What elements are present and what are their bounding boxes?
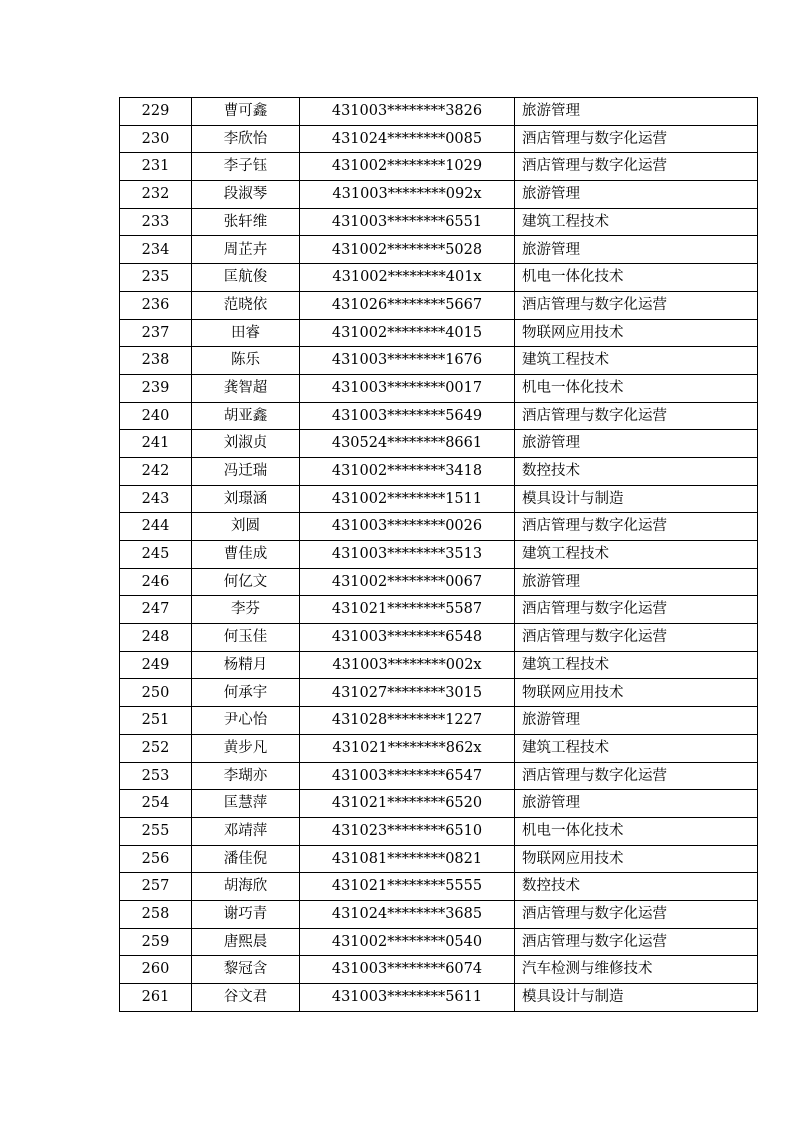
major-cell: 旅游管理 (515, 790, 758, 818)
major-cell: 建筑工程技术 (515, 734, 758, 762)
row-number-cell: 258 (120, 900, 192, 928)
id-number-cell: 431003********0017 (300, 374, 515, 402)
student-name-cell: 胡海欣 (192, 873, 300, 901)
student-name-cell: 胡亚鑫 (192, 402, 300, 430)
row-number-cell: 234 (120, 236, 192, 264)
student-name-cell: 杨精月 (192, 651, 300, 679)
table-row (120, 374, 758, 402)
row-number-cell: 242 (120, 457, 192, 485)
student-name-cell: 李芬 (192, 596, 300, 624)
row-number-cell: 261 (120, 984, 192, 1012)
table-row (120, 125, 758, 153)
table-row (120, 430, 758, 458)
major-cell: 酒店管理与数字化运营 (515, 900, 758, 928)
row-number-cell: 240 (120, 402, 192, 430)
row-number-cell: 247 (120, 596, 192, 624)
major-cell: 机电一体化技术 (515, 374, 758, 402)
student-name-cell: 唐熙晨 (192, 928, 300, 956)
student-name-cell: 曹可鑫 (192, 98, 300, 126)
row-number-cell: 251 (120, 707, 192, 735)
table-row (120, 762, 758, 790)
id-number-cell: 431026********5667 (300, 291, 515, 319)
major-cell: 物联网应用技术 (515, 319, 758, 347)
row-number-cell: 231 (120, 153, 192, 181)
student-name-cell: 邓靖萍 (192, 817, 300, 845)
id-number-cell: 431024********3685 (300, 900, 515, 928)
table-row (120, 845, 758, 873)
row-number-cell: 254 (120, 790, 192, 818)
row-number-cell: 260 (120, 956, 192, 984)
major-cell: 机电一体化技术 (515, 264, 758, 292)
row-number-cell: 250 (120, 679, 192, 707)
major-cell: 建筑工程技术 (515, 347, 758, 375)
major-cell: 酒店管理与数字化运营 (515, 153, 758, 181)
id-number-cell: 431003********6551 (300, 208, 515, 236)
major-cell: 数控技术 (515, 457, 758, 485)
table-row (120, 624, 758, 652)
table-row (120, 707, 758, 735)
id-number-cell: 431002********1511 (300, 485, 515, 513)
student-name-cell: 段淑琴 (192, 181, 300, 209)
table-row (120, 984, 758, 1012)
row-number-cell: 232 (120, 181, 192, 209)
major-cell: 旅游管理 (515, 430, 758, 458)
major-cell: 酒店管理与数字化运营 (515, 513, 758, 541)
row-number-cell: 237 (120, 319, 192, 347)
table-row (120, 817, 758, 845)
table-row (120, 900, 758, 928)
major-cell: 酒店管理与数字化运营 (515, 762, 758, 790)
table-row (120, 679, 758, 707)
major-cell: 模具设计与制造 (515, 984, 758, 1012)
table-row (120, 319, 758, 347)
major-cell: 旅游管理 (515, 181, 758, 209)
row-number-cell: 239 (120, 374, 192, 402)
major-cell: 旅游管理 (515, 568, 758, 596)
major-cell: 旅游管理 (515, 707, 758, 735)
row-number-cell: 244 (120, 513, 192, 541)
id-number-cell: 431003********6547 (300, 762, 515, 790)
student-name-cell: 周芷卉 (192, 236, 300, 264)
major-cell: 旅游管理 (515, 236, 758, 264)
table-row (120, 485, 758, 513)
major-cell: 酒店管理与数字化运营 (515, 624, 758, 652)
student-name-cell: 何玉佳 (192, 624, 300, 652)
student-name-cell: 黎冠含 (192, 956, 300, 984)
row-number-cell: 238 (120, 347, 192, 375)
table-row (120, 153, 758, 181)
id-number-cell: 431021********5555 (300, 873, 515, 901)
id-number-cell: 431002********5028 (300, 236, 515, 264)
id-number-cell: 431003********3513 (300, 541, 515, 569)
student-name-cell: 刘璟涵 (192, 485, 300, 513)
table-row (120, 402, 758, 430)
student-name-cell: 匡航俊 (192, 264, 300, 292)
major-cell: 酒店管理与数字化运营 (515, 402, 758, 430)
row-number-cell: 236 (120, 291, 192, 319)
id-number-cell: 431002********3418 (300, 457, 515, 485)
id-number-cell: 431003********5611 (300, 984, 515, 1012)
student-name-cell: 刘圆 (192, 513, 300, 541)
id-number-cell: 431002********0540 (300, 928, 515, 956)
id-number-cell: 431024********0085 (300, 125, 515, 153)
row-number-cell: 230 (120, 125, 192, 153)
id-number-cell: 431003********1676 (300, 347, 515, 375)
id-number-cell: 431021********5587 (300, 596, 515, 624)
major-cell: 建筑工程技术 (515, 208, 758, 236)
id-number-cell: 431023********6510 (300, 817, 515, 845)
table-row (120, 568, 758, 596)
student-name-cell: 刘淑贞 (192, 430, 300, 458)
id-number-cell: 431002********401x (300, 264, 515, 292)
table-row (120, 236, 758, 264)
row-number-cell: 255 (120, 817, 192, 845)
table-row (120, 208, 758, 236)
id-number-cell: 431003********6074 (300, 956, 515, 984)
student-name-cell: 曹佳成 (192, 541, 300, 569)
id-number-cell: 431021********6520 (300, 790, 515, 818)
major-cell: 物联网应用技术 (515, 679, 758, 707)
student-name-cell: 李瑚亦 (192, 762, 300, 790)
student-name-cell: 张轩维 (192, 208, 300, 236)
student-list-table (119, 97, 758, 1012)
student-name-cell: 李子钰 (192, 153, 300, 181)
table-row (120, 928, 758, 956)
row-number-cell: 241 (120, 430, 192, 458)
major-cell: 酒店管理与数字化运营 (515, 291, 758, 319)
row-number-cell: 229 (120, 98, 192, 126)
major-cell: 机电一体化技术 (515, 817, 758, 845)
student-name-cell: 李欣怡 (192, 125, 300, 153)
id-number-cell: 430524********8661 (300, 430, 515, 458)
student-name-cell: 何承宇 (192, 679, 300, 707)
table-row (120, 347, 758, 375)
id-number-cell: 431081********0821 (300, 845, 515, 873)
table-row (120, 956, 758, 984)
id-number-cell: 431003********3826 (300, 98, 515, 126)
table-row (120, 291, 758, 319)
row-number-cell: 243 (120, 485, 192, 513)
major-cell: 汽车检测与维修技术 (515, 956, 758, 984)
student-name-cell: 谢巧青 (192, 900, 300, 928)
table-row (120, 513, 758, 541)
student-name-cell: 尹心怡 (192, 707, 300, 735)
student-name-cell: 匡慧萍 (192, 790, 300, 818)
student-name-cell: 龚智超 (192, 374, 300, 402)
table-row (120, 873, 758, 901)
row-number-cell: 259 (120, 928, 192, 956)
id-number-cell: 431003********002x (300, 651, 515, 679)
major-cell: 建筑工程技术 (515, 651, 758, 679)
id-number-cell: 431003********0026 (300, 513, 515, 541)
major-cell: 模具设计与制造 (515, 485, 758, 513)
row-number-cell: 249 (120, 651, 192, 679)
row-number-cell: 248 (120, 624, 192, 652)
table-row (120, 790, 758, 818)
student-name-cell: 冯迁瑞 (192, 457, 300, 485)
id-number-cell: 431028********1227 (300, 707, 515, 735)
table-row (120, 651, 758, 679)
major-cell: 旅游管理 (515, 98, 758, 126)
table-row (120, 541, 758, 569)
id-number-cell: 431002********0067 (300, 568, 515, 596)
table-row (120, 98, 758, 126)
student-list-body (120, 98, 758, 1012)
id-number-cell: 431027********3015 (300, 679, 515, 707)
student-name-cell: 范晓依 (192, 291, 300, 319)
major-cell: 物联网应用技术 (515, 845, 758, 873)
major-cell: 数控技术 (515, 873, 758, 901)
table-row (120, 596, 758, 624)
table-row (120, 181, 758, 209)
id-number-cell: 431002********4015 (300, 319, 515, 347)
major-cell: 酒店管理与数字化运营 (515, 125, 758, 153)
id-number-cell: 431002********1029 (300, 153, 515, 181)
row-number-cell: 246 (120, 568, 192, 596)
id-number-cell: 431021********862x (300, 734, 515, 762)
table-row (120, 264, 758, 292)
major-cell: 酒店管理与数字化运营 (515, 928, 758, 956)
table-row (120, 457, 758, 485)
major-cell: 酒店管理与数字化运营 (515, 596, 758, 624)
row-number-cell: 245 (120, 541, 192, 569)
student-name-cell: 潘佳倪 (192, 845, 300, 873)
id-number-cell: 431003********5649 (300, 402, 515, 430)
row-number-cell: 256 (120, 845, 192, 873)
row-number-cell: 235 (120, 264, 192, 292)
row-number-cell: 253 (120, 762, 192, 790)
student-name-cell: 陈乐 (192, 347, 300, 375)
student-name-cell: 田睿 (192, 319, 300, 347)
row-number-cell: 252 (120, 734, 192, 762)
id-number-cell: 431003********092x (300, 181, 515, 209)
student-name-cell: 黄步凡 (192, 734, 300, 762)
major-cell: 建筑工程技术 (515, 541, 758, 569)
id-number-cell: 431003********6548 (300, 624, 515, 652)
student-name-cell: 谷文君 (192, 984, 300, 1012)
row-number-cell: 257 (120, 873, 192, 901)
table-row (120, 734, 758, 762)
row-number-cell: 233 (120, 208, 192, 236)
student-name-cell: 何亿文 (192, 568, 300, 596)
